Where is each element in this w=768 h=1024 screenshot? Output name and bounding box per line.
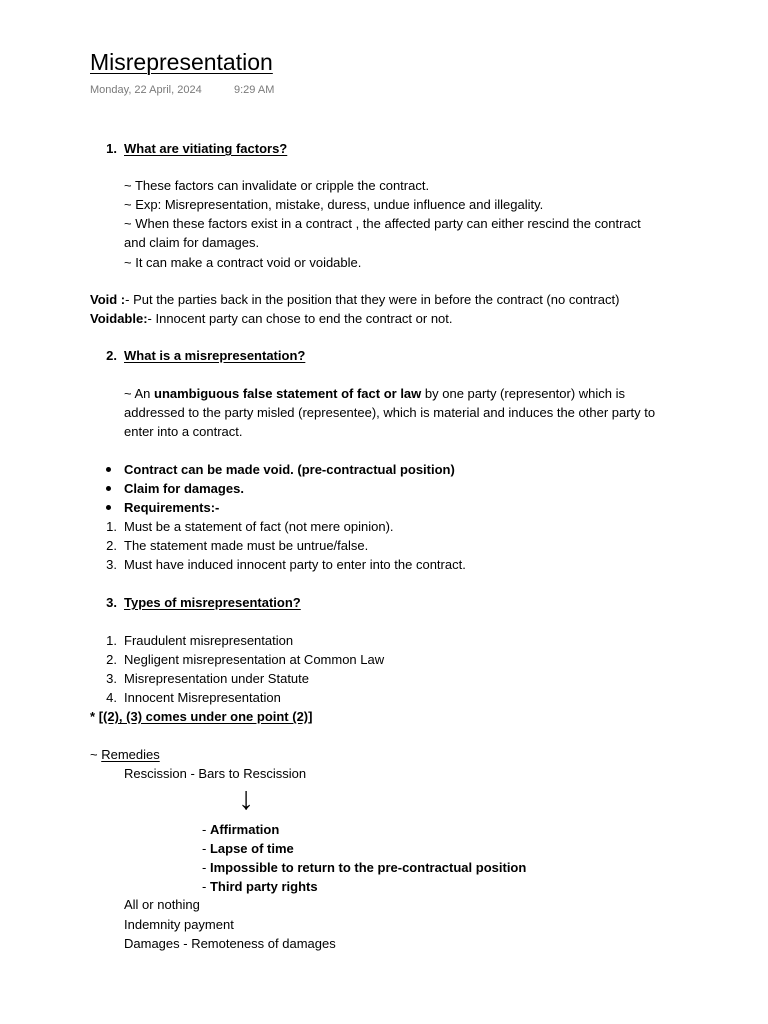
void-term: Void : [90, 292, 126, 307]
bar-item-1 [202, 821, 279, 839]
note-time: 9:29 AM [234, 84, 275, 96]
vitiating-line-5: ~ It can make a contract void or voidable. [124, 255, 362, 270]
requirement-1-number: 1. [106, 519, 117, 534]
misrep-def-rest: by one party (representor) which is [421, 386, 626, 401]
type-2-number: 2. [106, 652, 117, 667]
bar-dash: - [202, 841, 210, 856]
rescission-line: Rescission - Bars to Rescission [124, 766, 307, 781]
type-1-number: 1. [106, 633, 117, 648]
misrep-def-prefix: ~ An [124, 386, 154, 401]
misrep-def-line-2: addressed to the party misled (representee), which is material and induces the other party to [124, 405, 656, 420]
requirement-3-number: 3. [106, 557, 117, 572]
remedies-tilde: ~ [90, 747, 102, 762]
note-date: Monday, 22 April, 2024 [90, 84, 202, 96]
bullet-item-2: Claim for damages. [124, 481, 244, 496]
void-text: - Put the parties back in the position that they were in before the contract (no contract) [125, 292, 620, 307]
type-2-text: Negligent misrepresentation at Common Law [124, 652, 385, 667]
misrep-def-line-3: enter into a contract. [124, 424, 243, 439]
bar-dash: - [202, 860, 210, 875]
bar-text: Impossible to return to the pre-contractual position [209, 860, 527, 875]
type-3-text: Misrepresentation under Statute [124, 671, 309, 686]
remedies-heading [90, 746, 160, 764]
bar-text: Affirmation [209, 822, 280, 837]
type-3-number: 3. [106, 671, 117, 686]
remedy-other-3: Damages - Remoteness of damages [124, 936, 336, 951]
vitiating-line-2: ~ Exp: Misrepresentation, mistake, duress, undue influence and illegality. [124, 197, 544, 212]
type-4-number: 4. [106, 690, 117, 705]
bar-dash: - [202, 879, 210, 894]
vitiating-line-1: ~ These factors can invalidate or cripple the contract. [124, 178, 430, 193]
section-3-heading: Types of misrepresentation? [124, 595, 301, 610]
bullet-dot [106, 467, 111, 472]
type-4-text: Innocent Misrepresentation [124, 690, 281, 705]
requirement-1-text: Must be a statement of fact (not mere opinion). [124, 519, 394, 534]
bar-item-2 [202, 840, 294, 858]
down-arrow-icon: ↓ [238, 780, 254, 816]
requirement-3-text: Must have induced innocent party to enter into the contract. [124, 557, 466, 572]
bullet-item-3: Requirements:- [124, 500, 220, 515]
misrep-def-bold: unambiguous false statement of fact or law [154, 386, 422, 401]
remedy-other-2: Indemnity payment [124, 917, 234, 932]
requirement-2-text: The statement made must be untrue/false. [124, 538, 369, 553]
page-title[interactable]: Misrepresentation [90, 49, 273, 75]
types-note [90, 708, 312, 726]
remedies-label: Remedies [101, 747, 160, 762]
voidable-text: - Innocent party can chose to end the contract or not. [147, 311, 453, 326]
types-note-text: [(2), (3) comes under one point (2)] [98, 709, 313, 724]
bar-text: Lapse of time [209, 841, 294, 856]
section-1-heading: What are vitiating factors? [124, 141, 288, 156]
section-3-number: 3. [106, 595, 117, 610]
section-2-heading: What is a misrepresentation? [124, 348, 306, 363]
remedy-other-1: All or nothing [124, 897, 200, 912]
misrep-def-line-1 [124, 385, 625, 403]
section-2-number: 2. [106, 348, 117, 363]
bullet-dot [106, 486, 111, 491]
bar-item-4 [202, 878, 318, 896]
void-definition [90, 291, 619, 309]
voidable-term: Voidable: [90, 311, 148, 326]
bar-text: Third party rights [209, 879, 318, 894]
voidable-definition [90, 310, 453, 328]
bar-item-3 [202, 859, 526, 877]
section-1-number: 1. [106, 141, 117, 156]
bullet-item-1: Contract can be made void. (pre-contractual position) [124, 462, 455, 477]
vitiating-line-3: ~ When these factors exist in a contract , the affected party can either rescind the contract [124, 216, 641, 231]
types-note-star: * [90, 709, 96, 724]
bullet-dot [106, 505, 111, 510]
type-1-text: Fraudulent misrepresentation [124, 633, 294, 648]
vitiating-line-4: and claim for damages. [124, 235, 260, 250]
requirement-2-number: 2. [106, 538, 117, 553]
bar-dash: - [202, 822, 210, 837]
